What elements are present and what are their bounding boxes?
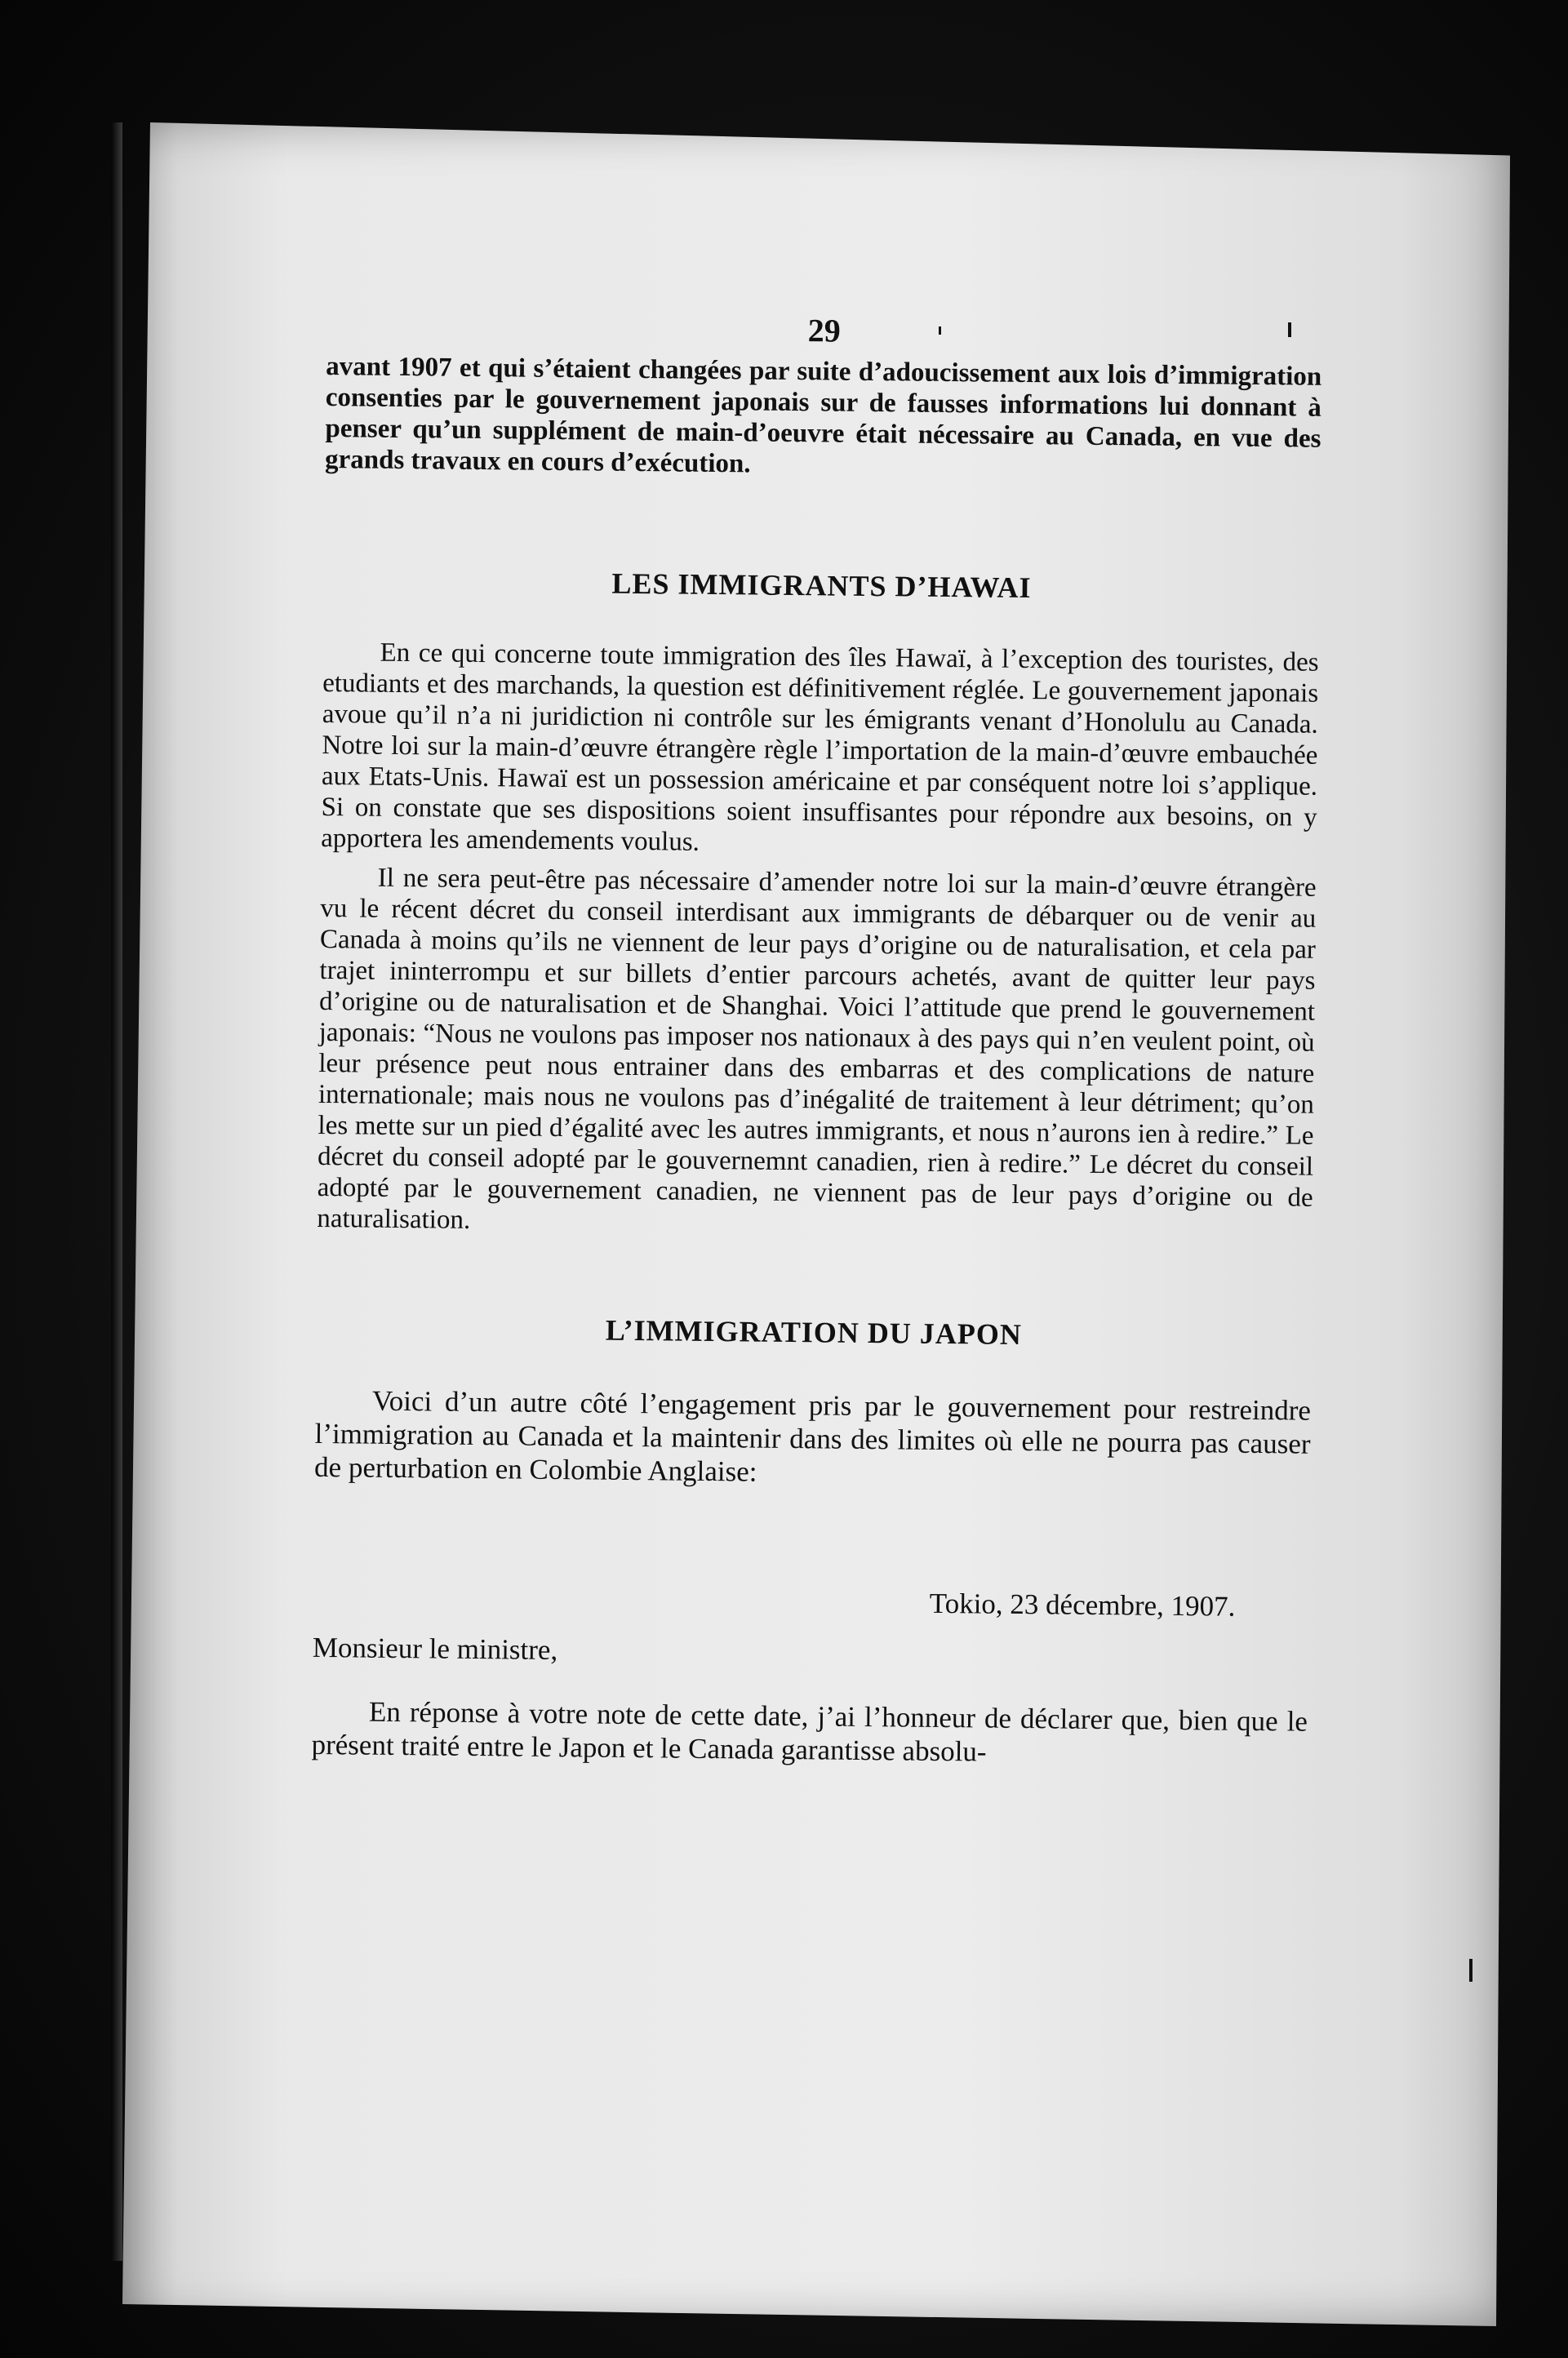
page-number: 29 — [807, 312, 842, 349]
intro-paragraph: avant 1907 et qui s’étaient changées par suite d’adoucissement aux lois d’immigration consenties par le gouvernement japonais sur de fausses informations lui donnant à penser qu’un supplément de main-d’oeuvre était nécessaire au Canada, en vue des grands travaux en cours d’exécution. — [324, 351, 1322, 479]
letter-salutation: Monsieur le ministre, — [312, 1631, 558, 1667]
section-heading-hawai: LES IMMIGRANTS D’HAWAI — [611, 566, 1032, 605]
section-heading-japon: L’IMMIGRATION DU JAPON — [605, 1313, 1023, 1351]
hawai-paragraph-1: En ce qui concerne toute immigration des îles Hawaï, à l’exception des touristes, des etudiants et des marchands, la question est définitivement réglée. Le gouvernement japonais avoue qu’il n’a ni juridiction ni contrôle sur les émigrants venant d’Honolulu au Canada. Notre loi sur la main-d’œuvre étrangère règle l’importation de la main-d’œuvre embauchée aux Etats-Unis. Hawaï est un possession américaine et par conséquent notre loi s’applique. Si on constate que ses dispositions soient insuffisantes pour répondre aux besoins, on y apportera les amendements voulus. — [321, 637, 1319, 857]
letter-dateline: Tokio, 23 décembre, 1907. — [929, 1587, 1236, 1623]
book-gutter — [111, 122, 122, 2261]
japon-paragraph-1: Voici d’un autre côté l’engagement pris par le gouvernement pour restreindre l’immigration au Canada et la maintenir dans des limites où elle ne pourra pas causer de perturbation en Colombie Anglaise: — [313, 1384, 1312, 1488]
document-body — [311, 310, 1322, 1772]
letter-paragraph-1: En réponse à votre note de cette date, j’ai l’honneur de déclarer que, bien que le présent traité entre le Japon et le Canada garantisse absolu- — [311, 1695, 1308, 1768]
page-speck — [1469, 1959, 1472, 1982]
hawai-paragraph-2: Il ne sera peut-être pas nécessaire d’amender notre loi sur la main-d’œuvre étrangère vu le récent décret du conseil interdisant aux immigrants de débarquer ou de venir au Canada à moins qu’ils ne viennent de leur pays d’origine ou de naturalisation, et cela par trajet ininterrompu et sur billets d’entier parcours achetés, avant de quitter leur pays d’origine ou de naturalisation et de Shanghai. Voici l’attitude que prend le gouvernement japonais: “Nous ne voulons pas imposer nos nationaux à des pays qui n’en veulent point, où leur présence peut nous entrainer dans des embarras et des complications de nature internationale; mais nous ne voulons pas d’inégalité de traitement à leur détriment; qu’on les mette sur un pied d’égalité avec les autres immigrants, et nous n’aurons ien à redire.” Le décret du conseil adopté par le gouvernemnt canadien, rien à redire.” Le décret du conseil adopté par le gouvernement canadien, ne viennent pas de leur pays d’origine ou de naturalisation. — [317, 863, 1317, 1235]
